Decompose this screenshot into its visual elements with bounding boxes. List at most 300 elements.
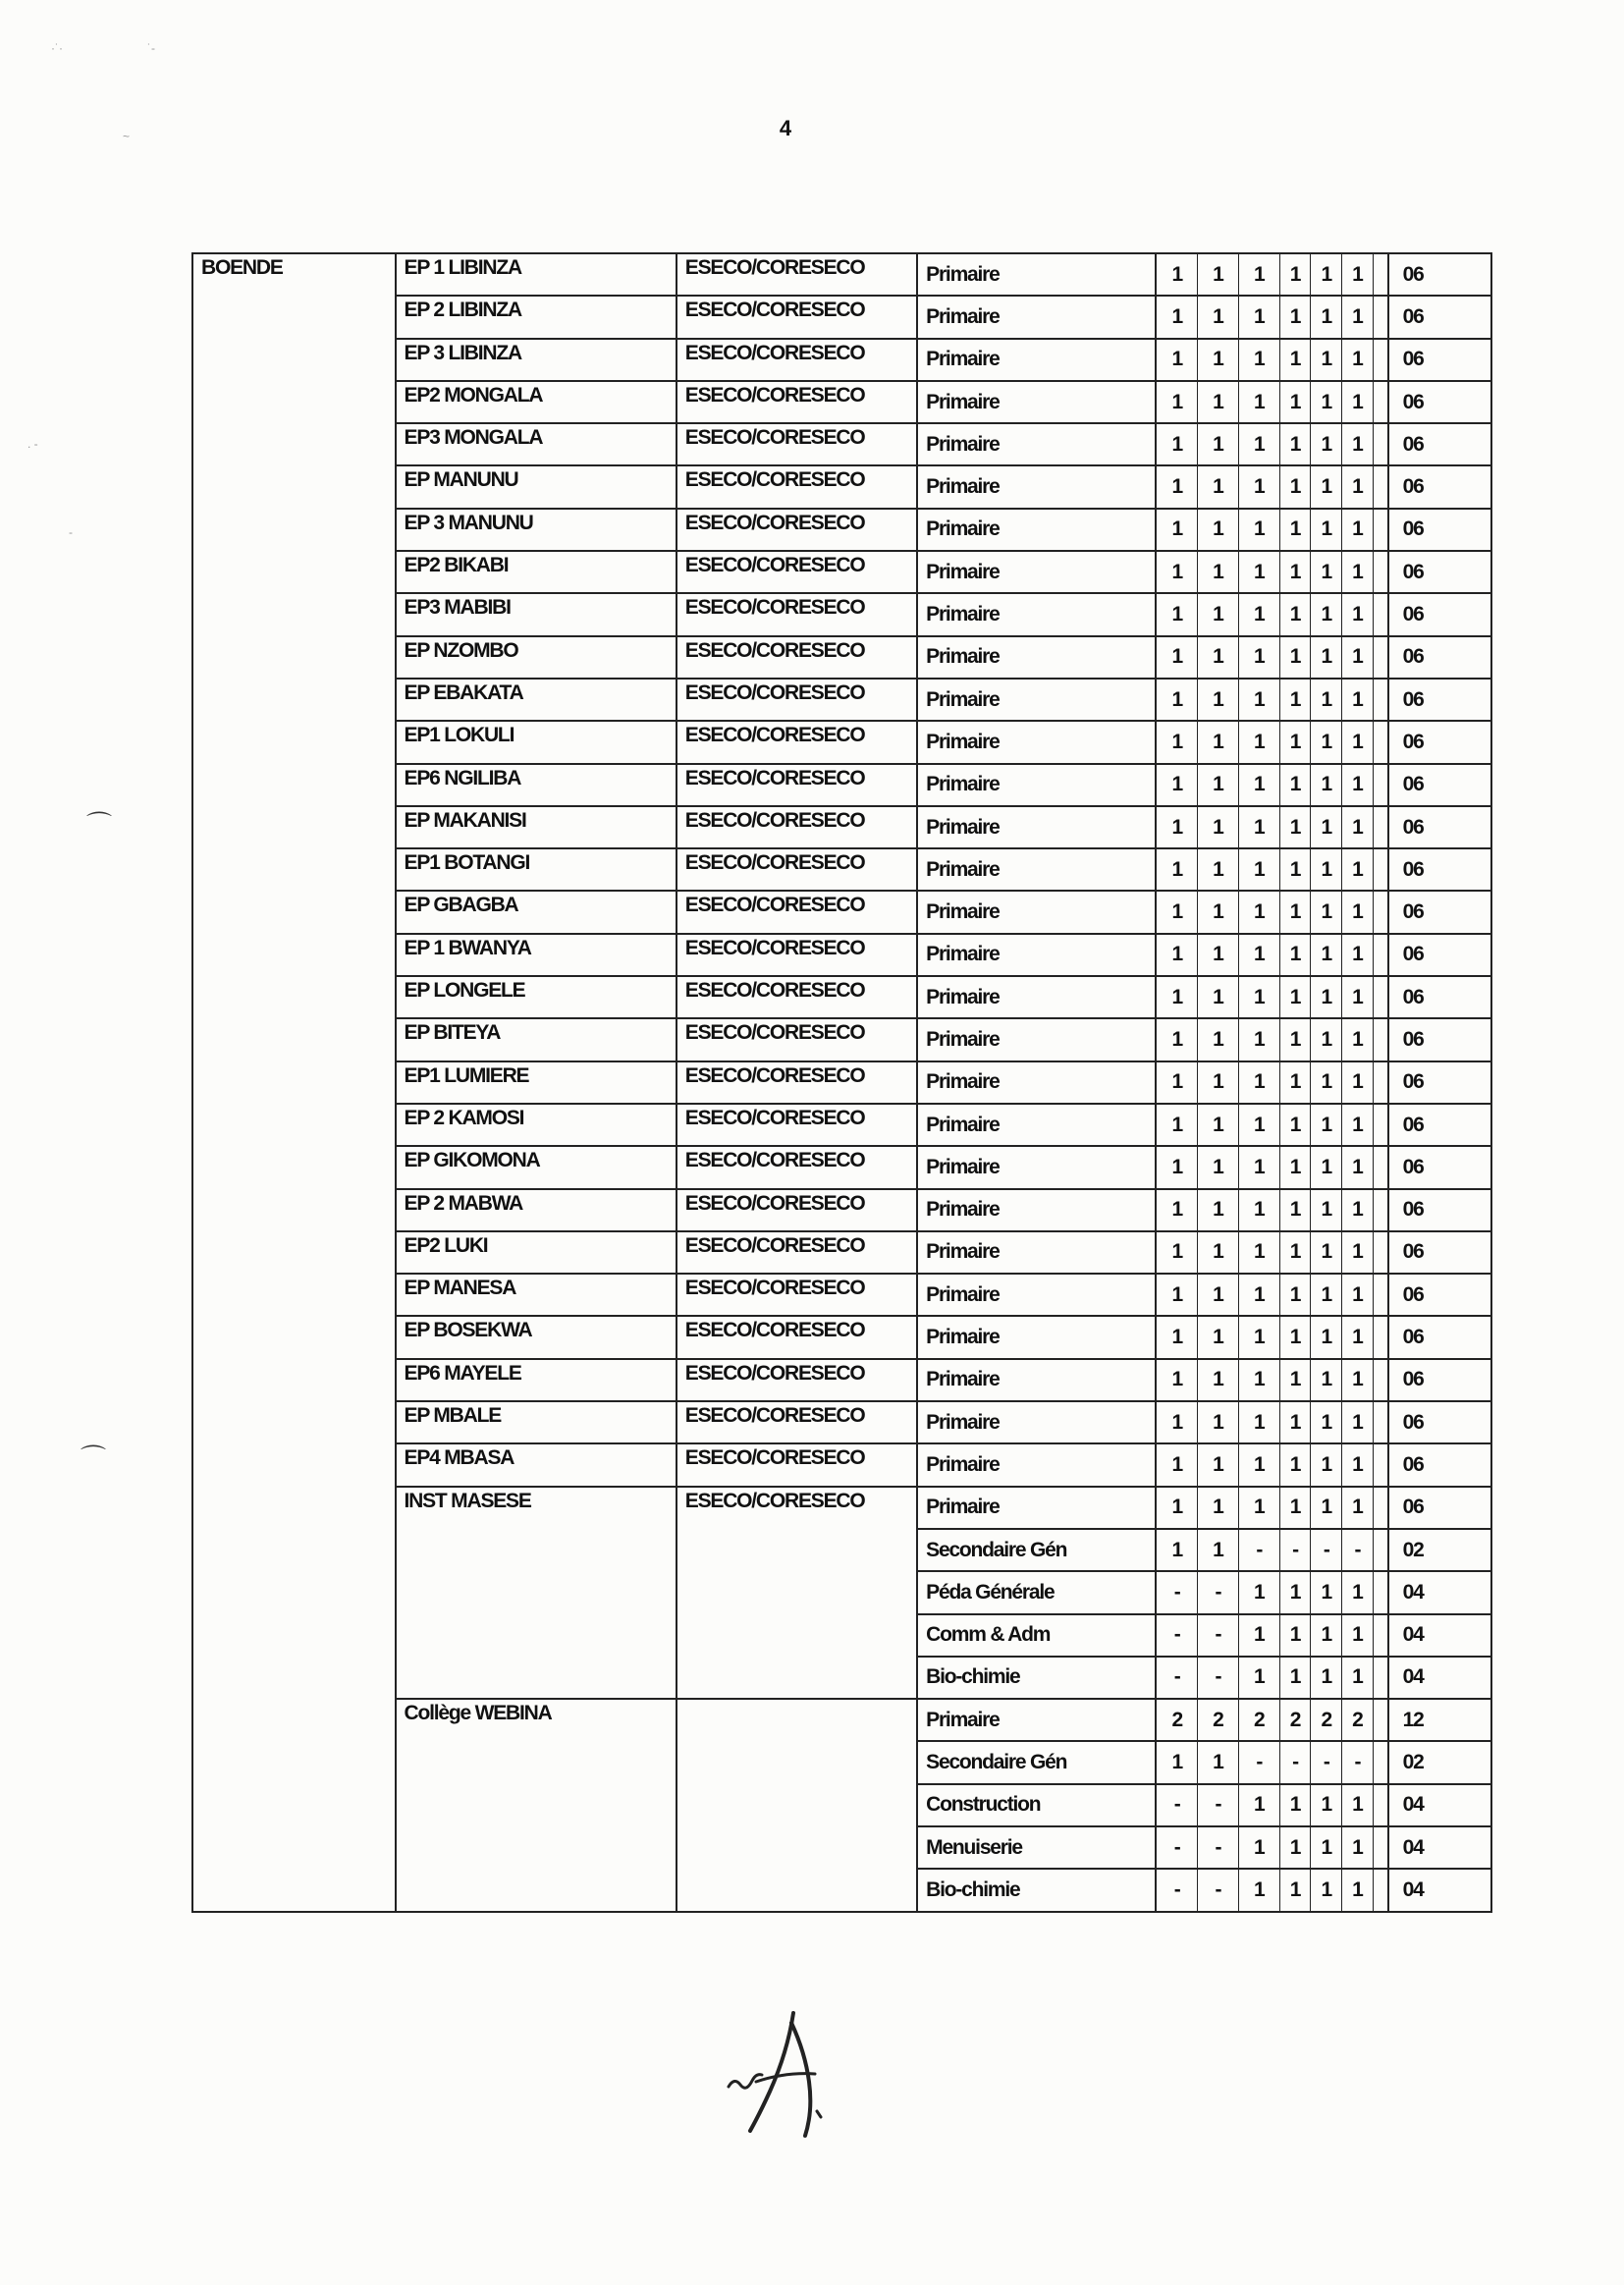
page-number: 4 xyxy=(779,116,792,140)
class-count-cell: 1 xyxy=(1156,891,1197,933)
school-name-cell: EP 1 LIBINZA xyxy=(396,253,677,296)
class-count-cell: 1 xyxy=(1342,1487,1374,1529)
class-count-cell: 1 xyxy=(1238,551,1279,593)
class-count-cell: 1 xyxy=(1197,381,1238,423)
gestion-cell: ESECO/CORESECO xyxy=(677,636,917,679)
scan-speck: ·˙· xyxy=(51,41,63,55)
spacer-cell xyxy=(1373,1869,1387,1911)
school-name-cell: EP LONGELE xyxy=(396,976,677,1018)
scan-speck: ˙- xyxy=(147,41,155,55)
section-cell: Primaire xyxy=(917,1699,1156,1741)
school-name-cell: EP1 BOTANGI xyxy=(396,848,677,891)
section-cell: Construction xyxy=(917,1784,1156,1826)
gestion-cell: ESECO/CORESECO xyxy=(677,1316,917,1358)
section-cell: Primaire xyxy=(917,679,1156,721)
class-count-cell: 1 xyxy=(1197,1061,1238,1104)
class-count-cell: 1 xyxy=(1156,764,1197,806)
class-count-cell: 1 xyxy=(1156,296,1197,338)
class-count-cell: 1 xyxy=(1311,679,1342,721)
school-name-cell: EP 3 LIBINZA xyxy=(396,339,677,381)
spacer-cell xyxy=(1373,253,1387,296)
gestion-cell: ESECO/CORESECO xyxy=(677,509,917,551)
class-count-cell: 1 xyxy=(1342,679,1374,721)
class-count-cell: 1 xyxy=(1342,551,1374,593)
class-count-cell: 1 xyxy=(1279,551,1311,593)
class-count-cell: 1 xyxy=(1342,1061,1374,1104)
section-cell: Primaire xyxy=(917,593,1156,635)
class-count-cell: 1 xyxy=(1238,848,1279,891)
class-count-cell: 1 xyxy=(1311,339,1342,381)
total-cell: 06 xyxy=(1388,806,1491,848)
class-count-cell: 1 xyxy=(1342,1614,1374,1657)
section-cell: Primaire xyxy=(917,339,1156,381)
section-cell: Secondaire Gén xyxy=(917,1529,1156,1571)
class-count-cell: 1 xyxy=(1342,1274,1374,1316)
class-count-cell: 1 xyxy=(1279,806,1311,848)
school-name-cell: EP 2 MABWA xyxy=(396,1189,677,1231)
total-cell: 02 xyxy=(1388,1529,1491,1571)
class-count-cell: 1 xyxy=(1279,1316,1311,1358)
class-count-cell: - xyxy=(1342,1529,1374,1571)
class-count-cell: 1 xyxy=(1342,1657,1374,1699)
spacer-cell xyxy=(1373,806,1387,848)
total-cell: 06 xyxy=(1388,465,1491,508)
class-count-cell: 1 xyxy=(1156,509,1197,551)
spacer-cell xyxy=(1373,381,1387,423)
total-cell: 06 xyxy=(1388,1146,1491,1188)
school-name-cell: EP3 MABIBI xyxy=(396,593,677,635)
class-count-cell: 1 xyxy=(1238,1316,1279,1358)
gestion-cell: ESECO/CORESECO xyxy=(677,1359,917,1401)
class-count-cell: 1 xyxy=(1311,593,1342,635)
class-count-cell: 1 xyxy=(1156,423,1197,465)
class-count-cell: 1 xyxy=(1156,934,1197,976)
section-cell: Primaire xyxy=(917,1231,1156,1274)
class-count-cell: 1 xyxy=(1342,721,1374,763)
class-count-cell: 1 xyxy=(1238,593,1279,635)
class-count-cell: 1 xyxy=(1311,1316,1342,1358)
section-cell: Primaire xyxy=(917,296,1156,338)
total-cell: 06 xyxy=(1388,509,1491,551)
class-count-cell: 1 xyxy=(1279,1061,1311,1104)
gestion-cell: ESECO/CORESECO xyxy=(677,253,917,296)
class-count-cell: 1 xyxy=(1311,381,1342,423)
spacer-cell xyxy=(1373,1401,1387,1443)
class-count-cell: 1 xyxy=(1279,1274,1311,1316)
class-count-cell: 1 xyxy=(1311,976,1342,1018)
class-count-cell: 1 xyxy=(1279,976,1311,1018)
total-cell: 04 xyxy=(1388,1869,1491,1911)
spacer-cell xyxy=(1373,1231,1387,1274)
class-count-cell: 1 xyxy=(1311,253,1342,296)
total-cell: 06 xyxy=(1388,296,1491,338)
class-count-cell: 1 xyxy=(1197,976,1238,1018)
class-count-cell: 1 xyxy=(1238,1274,1279,1316)
class-count-cell: 1 xyxy=(1156,1359,1197,1401)
class-count-cell: 1 xyxy=(1156,1104,1197,1146)
class-count-cell: 1 xyxy=(1197,1529,1238,1571)
class-count-cell: 1 xyxy=(1342,423,1374,465)
spacer-cell xyxy=(1373,848,1387,891)
total-cell: 06 xyxy=(1388,1443,1491,1486)
class-count-cell: 1 xyxy=(1311,1274,1342,1316)
total-cell: 06 xyxy=(1388,1061,1491,1104)
class-count-cell: 1 xyxy=(1156,1487,1197,1529)
class-count-cell: 1 xyxy=(1279,1869,1311,1911)
class-count-cell: 1 xyxy=(1238,1657,1279,1699)
spacer-cell xyxy=(1373,636,1387,679)
total-cell: 06 xyxy=(1388,1316,1491,1358)
total-cell: 06 xyxy=(1388,423,1491,465)
section-cell: Bio-chimie xyxy=(917,1869,1156,1911)
table-body xyxy=(192,253,1491,1912)
class-count-cell: 1 xyxy=(1156,1146,1197,1188)
class-count-cell: 1 xyxy=(1238,1614,1279,1657)
section-cell: Menuiserie xyxy=(917,1826,1156,1869)
section-cell: Primaire xyxy=(917,1316,1156,1358)
class-count-cell: 1 xyxy=(1311,1784,1342,1826)
school-name-cell: Collège WEBINA xyxy=(396,1699,677,1911)
section-cell: Primaire xyxy=(917,1487,1156,1529)
gestion-cell: ESECO/CORESECO xyxy=(677,679,917,721)
spacer-cell xyxy=(1373,1146,1387,1188)
class-count-cell: 1 xyxy=(1311,1401,1342,1443)
class-count-cell: 1 xyxy=(1197,934,1238,976)
class-count-cell: - xyxy=(1156,1657,1197,1699)
total-cell: 06 xyxy=(1388,1018,1491,1061)
class-count-cell: 1 xyxy=(1197,1146,1238,1188)
gestion-cell: ESECO/CORESECO xyxy=(677,381,917,423)
spacer-cell xyxy=(1373,1614,1387,1657)
school-name-cell: EP GBAGBA xyxy=(396,891,677,933)
class-count-cell: 1 xyxy=(1156,1529,1197,1571)
class-count-cell: 1 xyxy=(1342,1146,1374,1188)
class-count-cell: 1 xyxy=(1342,1784,1374,1826)
school-name-cell: EP MANUNU xyxy=(396,465,677,508)
class-count-cell: 2 xyxy=(1279,1699,1311,1741)
class-count-cell: 1 xyxy=(1279,1104,1311,1146)
class-count-cell: - xyxy=(1279,1741,1311,1783)
section-cell: Primaire xyxy=(917,381,1156,423)
class-count-cell: 1 xyxy=(1342,976,1374,1018)
gestion-cell: ESECO/CORESECO xyxy=(677,1231,917,1274)
school-name-cell: EP MANESA xyxy=(396,1274,677,1316)
scan-speck: . - xyxy=(27,437,38,451)
class-count-cell: 1 xyxy=(1197,1443,1238,1486)
class-count-cell: 1 xyxy=(1238,509,1279,551)
class-count-cell: 1 xyxy=(1311,296,1342,338)
class-count-cell: 1 xyxy=(1197,1189,1238,1231)
class-count-cell: 1 xyxy=(1197,1741,1238,1783)
class-count-cell: 1 xyxy=(1342,509,1374,551)
class-count-cell: 1 xyxy=(1311,806,1342,848)
total-cell: 04 xyxy=(1388,1826,1491,1869)
gestion-cell: ESECO/CORESECO xyxy=(677,1274,917,1316)
class-count-cell: - xyxy=(1311,1529,1342,1571)
school-name-cell: EP1 LOKULI xyxy=(396,721,677,763)
class-count-cell: - xyxy=(1156,1784,1197,1826)
class-count-cell: 1 xyxy=(1279,253,1311,296)
class-count-cell: 1 xyxy=(1197,339,1238,381)
school-name-cell: EP BITEYA xyxy=(396,1018,677,1061)
section-cell: Péda Générale xyxy=(917,1571,1156,1613)
class-count-cell: 1 xyxy=(1311,848,1342,891)
total-cell: 06 xyxy=(1388,339,1491,381)
section-cell: Primaire xyxy=(917,1443,1156,1486)
school-name-cell: EP BOSEKWA xyxy=(396,1316,677,1358)
section-cell: Primaire xyxy=(917,551,1156,593)
spacer-cell xyxy=(1373,1741,1387,1783)
class-count-cell: 1 xyxy=(1342,253,1374,296)
class-count-cell: 1 xyxy=(1238,381,1279,423)
gestion-cell: ESECO/CORESECO xyxy=(677,296,917,338)
class-count-cell: 1 xyxy=(1342,1826,1374,1869)
total-cell: 06 xyxy=(1388,593,1491,635)
total-cell: 06 xyxy=(1388,1231,1491,1274)
class-count-cell: - xyxy=(1238,1529,1279,1571)
class-count-cell: 1 xyxy=(1156,465,1197,508)
class-count-cell: - xyxy=(1156,1826,1197,1869)
class-count-cell: 2 xyxy=(1342,1699,1374,1741)
spacer-cell xyxy=(1373,509,1387,551)
section-cell: Primaire xyxy=(917,253,1156,296)
class-count-cell: - xyxy=(1238,1741,1279,1783)
class-count-cell: 1 xyxy=(1238,1401,1279,1443)
gestion-cell: ESECO/CORESECO xyxy=(677,593,917,635)
spacer-cell xyxy=(1373,679,1387,721)
class-count-cell: 1 xyxy=(1311,636,1342,679)
section-cell: Primaire xyxy=(917,1189,1156,1231)
gestion-cell: ESECO/CORESECO xyxy=(677,976,917,1018)
section-cell: Primaire xyxy=(917,465,1156,508)
class-count-cell: 1 xyxy=(1197,1316,1238,1358)
class-count-cell: 1 xyxy=(1342,593,1374,635)
class-count-cell: 1 xyxy=(1279,1231,1311,1274)
gestion-cell: ESECO/CORESECO xyxy=(677,423,917,465)
section-cell: Primaire xyxy=(917,891,1156,933)
class-count-cell: 1 xyxy=(1342,1571,1374,1613)
class-count-cell: 1 xyxy=(1156,1443,1197,1486)
spacer-cell xyxy=(1373,1274,1387,1316)
class-count-cell: 1 xyxy=(1311,891,1342,933)
total-cell: 06 xyxy=(1388,721,1491,763)
section-cell: Primaire xyxy=(917,848,1156,891)
school-name-cell: EP MAKANISI xyxy=(396,806,677,848)
spacer-cell xyxy=(1373,934,1387,976)
class-count-cell: 1 xyxy=(1156,679,1197,721)
total-cell: 12 xyxy=(1388,1699,1491,1741)
spacer-cell xyxy=(1373,593,1387,635)
gestion-cell: ESECO/CORESECO xyxy=(677,891,917,933)
class-count-cell: 1 xyxy=(1156,253,1197,296)
class-count-cell: 1 xyxy=(1156,1741,1197,1783)
class-count-cell: 1 xyxy=(1311,423,1342,465)
class-count-cell: 1 xyxy=(1156,806,1197,848)
class-count-cell: 1 xyxy=(1156,1316,1197,1358)
class-count-cell: - xyxy=(1156,1571,1197,1613)
class-count-cell: 1 xyxy=(1238,1784,1279,1826)
spacer-cell xyxy=(1373,1487,1387,1529)
class-count-cell: 1 xyxy=(1311,764,1342,806)
scan-speck: ⌒ xyxy=(81,1443,107,1473)
class-count-cell: - xyxy=(1311,1741,1342,1783)
section-cell: Primaire xyxy=(917,1401,1156,1443)
section-cell: Primaire xyxy=(917,636,1156,679)
spacer-cell xyxy=(1373,339,1387,381)
class-count-cell: 1 xyxy=(1238,1359,1279,1401)
gestion-cell xyxy=(677,1699,917,1911)
section-cell: Primaire xyxy=(917,1061,1156,1104)
total-cell: 02 xyxy=(1388,1741,1491,1783)
class-count-cell: 1 xyxy=(1279,381,1311,423)
spacer-cell xyxy=(1373,1189,1387,1231)
gestion-cell: ESECO/CORESECO xyxy=(677,1061,917,1104)
class-count-cell: 1 xyxy=(1197,764,1238,806)
section-cell: Comm & Adm xyxy=(917,1614,1156,1657)
class-count-cell: 1 xyxy=(1238,1487,1279,1529)
class-count-cell: 1 xyxy=(1279,593,1311,635)
class-count-cell: 1 xyxy=(1279,764,1311,806)
class-count-cell: 1 xyxy=(1238,1826,1279,1869)
school-name-cell: EP 2 KAMOSI xyxy=(396,1104,677,1146)
spacer-cell xyxy=(1373,1699,1387,1741)
gestion-cell: ESECO/CORESECO xyxy=(677,721,917,763)
school-name-cell: EP6 NGILIBA xyxy=(396,764,677,806)
class-count-cell: 1 xyxy=(1197,1359,1238,1401)
school-name-cell: EP3 MONGALA xyxy=(396,423,677,465)
school-name-cell: EP2 BIKABI xyxy=(396,551,677,593)
class-count-cell: 1 xyxy=(1279,1146,1311,1188)
total-cell: 04 xyxy=(1388,1614,1491,1657)
total-cell: 06 xyxy=(1388,1401,1491,1443)
class-count-cell: 1 xyxy=(1311,1189,1342,1231)
class-count-cell: 1 xyxy=(1342,339,1374,381)
class-count-cell: 1 xyxy=(1238,465,1279,508)
class-count-cell: 1 xyxy=(1342,891,1374,933)
class-count-cell: 1 xyxy=(1311,721,1342,763)
class-count-cell: 1 xyxy=(1342,296,1374,338)
class-count-cell: 1 xyxy=(1238,1189,1279,1231)
class-count-cell: 1 xyxy=(1342,1316,1374,1358)
class-count-cell: 1 xyxy=(1197,551,1238,593)
class-count-cell: 1 xyxy=(1342,636,1374,679)
class-count-cell: 1 xyxy=(1279,1443,1311,1486)
class-count-cell: 1 xyxy=(1342,764,1374,806)
class-count-cell: 1 xyxy=(1156,976,1197,1018)
class-count-cell: 1 xyxy=(1279,1487,1311,1529)
class-count-cell: - xyxy=(1197,1826,1238,1869)
total-cell: 06 xyxy=(1388,891,1491,933)
total-cell: 04 xyxy=(1388,1784,1491,1826)
class-count-cell: 1 xyxy=(1156,339,1197,381)
scan-speck: - xyxy=(69,525,73,539)
spacer-cell xyxy=(1373,1529,1387,1571)
class-count-cell: 1 xyxy=(1342,806,1374,848)
class-count-cell: 1 xyxy=(1197,1231,1238,1274)
class-count-cell: - xyxy=(1279,1529,1311,1571)
class-count-cell: 1 xyxy=(1342,465,1374,508)
class-count-cell: 1 xyxy=(1238,1061,1279,1104)
class-count-cell: 1 xyxy=(1279,679,1311,721)
class-count-cell: 1 xyxy=(1238,1104,1279,1146)
gestion-cell: ESECO/CORESECO xyxy=(677,339,917,381)
spacer-cell xyxy=(1373,1316,1387,1358)
school-name-cell: EP4 MBASA xyxy=(396,1443,677,1486)
section-cell: Primaire xyxy=(917,1104,1156,1146)
class-count-cell: 1 xyxy=(1311,1487,1342,1529)
total-cell: 06 xyxy=(1388,381,1491,423)
section-cell: Primaire xyxy=(917,764,1156,806)
gestion-cell: ESECO/CORESECO xyxy=(677,1401,917,1443)
class-count-cell: 1 xyxy=(1238,1869,1279,1911)
class-count-cell: 1 xyxy=(1342,1401,1374,1443)
class-count-cell: 2 xyxy=(1197,1699,1238,1741)
total-cell: 06 xyxy=(1388,976,1491,1018)
class-count-cell: 1 xyxy=(1238,679,1279,721)
scan-speck: ⌒ xyxy=(86,810,113,840)
class-count-cell: 1 xyxy=(1197,509,1238,551)
class-count-cell: 1 xyxy=(1238,806,1279,848)
class-count-cell: 1 xyxy=(1311,1443,1342,1486)
school-table-wrapper xyxy=(191,252,1492,1913)
class-count-cell: 1 xyxy=(1311,1571,1342,1613)
school-name-cell: EP 2 LIBINZA xyxy=(396,296,677,338)
class-count-cell: 2 xyxy=(1238,1699,1279,1741)
class-count-cell: 1 xyxy=(1342,1443,1374,1486)
class-count-cell: 2 xyxy=(1311,1699,1342,1741)
class-count-cell: 1 xyxy=(1279,1614,1311,1657)
class-count-cell: 1 xyxy=(1156,1061,1197,1104)
class-count-cell: 1 xyxy=(1342,1359,1374,1401)
class-count-cell: 1 xyxy=(1238,1571,1279,1613)
class-count-cell: 1 xyxy=(1197,1487,1238,1529)
class-count-cell: 1 xyxy=(1279,1189,1311,1231)
class-count-cell: 1 xyxy=(1238,636,1279,679)
class-count-cell: 1 xyxy=(1279,636,1311,679)
class-count-cell: 1 xyxy=(1311,1104,1342,1146)
school-name-cell: EP2 MONGALA xyxy=(396,381,677,423)
school-name-cell: EP EBAKATA xyxy=(396,679,677,721)
class-count-cell: 1 xyxy=(1197,296,1238,338)
class-count-cell: 1 xyxy=(1311,1869,1342,1911)
class-count-cell: 2 xyxy=(1156,1699,1197,1741)
gestion-cell: ESECO/CORESECO xyxy=(677,465,917,508)
class-count-cell: 1 xyxy=(1156,1018,1197,1061)
class-count-cell: - xyxy=(1156,1614,1197,1657)
section-cell: Primaire xyxy=(917,509,1156,551)
class-count-cell: 1 xyxy=(1238,423,1279,465)
section-cell: Primaire xyxy=(917,1274,1156,1316)
class-count-cell: 1 xyxy=(1311,1018,1342,1061)
class-count-cell: - xyxy=(1197,1869,1238,1911)
total-cell: 06 xyxy=(1388,1359,1491,1401)
class-count-cell: 1 xyxy=(1156,593,1197,635)
class-count-cell: 1 xyxy=(1279,934,1311,976)
handwritten-signature xyxy=(717,2003,854,2150)
class-count-cell: 1 xyxy=(1279,1401,1311,1443)
class-count-cell: 1 xyxy=(1156,1401,1197,1443)
spacer-cell xyxy=(1373,1443,1387,1486)
class-count-cell: 1 xyxy=(1311,1657,1342,1699)
gestion-cell: ESECO/CORESECO xyxy=(677,806,917,848)
school-name-cell: EP MBALE xyxy=(396,1401,677,1443)
class-count-cell: 1 xyxy=(1342,1231,1374,1274)
spacer-cell xyxy=(1373,976,1387,1018)
section-cell: Primaire xyxy=(917,721,1156,763)
class-count-cell: 1 xyxy=(1197,1274,1238,1316)
class-count-cell: 1 xyxy=(1156,551,1197,593)
section-cell: Secondaire Gén xyxy=(917,1741,1156,1783)
